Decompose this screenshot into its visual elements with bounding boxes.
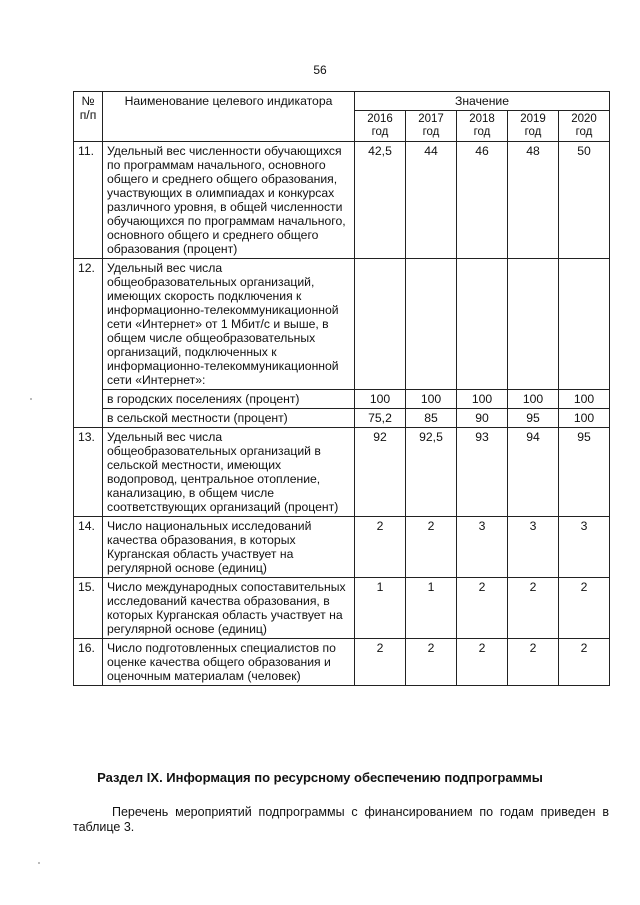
row-number: 12. [74,259,103,428]
value-cell: 46 [457,142,508,259]
value-cell: 90 [457,409,508,428]
value-cell: 2 [559,578,610,639]
value-cell [355,259,406,390]
indicator-name: Удельный вес численности обучающихся по программам начального, основного общего и среднего общего образования, участвующих в олимпиадах и конкурсах различного уровня, в общей численности обучающихся по программам начального, основного общего и среднего общего образования (процент) [103,142,355,259]
scan-speck [38,862,40,864]
table-row [74,517,610,578]
value-cell [559,259,610,390]
value-cell: 95 [559,428,610,517]
page-number: 56 [313,63,327,77]
value-cell: 2 [457,578,508,639]
row-number: 11. [74,142,103,259]
value-cell: 2 [355,639,406,686]
value-cell [406,259,457,390]
value-cell: 2 [508,639,559,686]
row-number: 14. [74,517,103,578]
value-cell: 93 [457,428,508,517]
value-cell: 3 [559,517,610,578]
value-cell: 92,5 [406,428,457,517]
header-number: № п/п [74,92,103,142]
indicator-subname: в городских поселениях (процент) [103,390,355,409]
header-year: 2018 год [457,111,508,142]
value-cell: 100 [559,409,610,428]
value-cell: 100 [508,390,559,409]
indicator-subname: в сельской местности (процент) [103,409,355,428]
value-cell: 1 [406,578,457,639]
header-year: 2019 год [508,111,559,142]
value-cell: 92 [355,428,406,517]
table-row [74,578,610,639]
value-cell [508,259,559,390]
indicator-name: Число международных сопоставительных исследований качества образования, в которых Курганская область участвует на регулярной основе (единиц) [103,578,355,639]
row-number: 15. [74,578,103,639]
value-cell: 100 [355,390,406,409]
table-row [74,142,610,259]
value-cell: 42,5 [355,142,406,259]
value-cell: 2 [406,639,457,686]
value-cell: 2 [457,639,508,686]
value-cell [457,259,508,390]
value-cell: 2 [406,517,457,578]
value-cell: 48 [508,142,559,259]
value-cell: 44 [406,142,457,259]
header-year: 2016 год [355,111,406,142]
value-cell: 3 [457,517,508,578]
section-title: Раздел IX. Информация по ресурсному обеспечению подпрограммы [97,770,543,785]
value-cell: 50 [559,142,610,259]
table-row [74,259,610,390]
value-cell: 100 [457,390,508,409]
value-cell: 95 [508,409,559,428]
header-year: 2020 год [559,111,610,142]
indicator-name: Число подготовленных специалистов по оценке качества общего образования и оценочным материалам (человек) [103,639,355,686]
header-value: Значение [355,92,610,111]
value-cell: 2 [508,578,559,639]
row-number: 16. [74,639,103,686]
table-row [74,639,610,686]
indicators-table [73,91,610,686]
indicator-name: Число национальных исследований качества образования, в которых Курганская область участвует на регулярной основе (единиц) [103,517,355,578]
value-cell: 2 [355,517,406,578]
value-cell: 85 [406,409,457,428]
value-cell: 94 [508,428,559,517]
indicator-name: Удельный вес числа общеобразовательных организаций в сельской местности, имеющих водопровод, центральное отопление, канализацию, в общем числе соответствующих организаций (процент) [103,428,355,517]
table-row [74,428,610,517]
indicator-name: Удельный вес числа общеобразовательных организаций, имеющих скорость подключения к информационно-телекоммуникационной сети «Интернет» от 1 Мбит/с и выше, в общем числе общеобразовательных организаций, подключенных к информационно-телекоммуникационной сети «Интернет»: [103,259,355,390]
value-cell: 100 [406,390,457,409]
header-indicator-name: Наименование целевого индикатора [103,92,355,142]
scan-speck [30,398,32,400]
value-cell: 1 [355,578,406,639]
header-year: 2017 год [406,111,457,142]
table-subrow [74,390,610,409]
row-number: 13. [74,428,103,517]
table-header [74,92,610,142]
table-subrow [74,409,610,428]
value-cell: 3 [508,517,559,578]
body-paragraph: Перечень мероприятий подпрограммы с финансированием по годам приведен в таблице 3. [73,805,609,834]
value-cell: 75,2 [355,409,406,428]
value-cell: 100 [559,390,610,409]
value-cell: 2 [559,639,610,686]
